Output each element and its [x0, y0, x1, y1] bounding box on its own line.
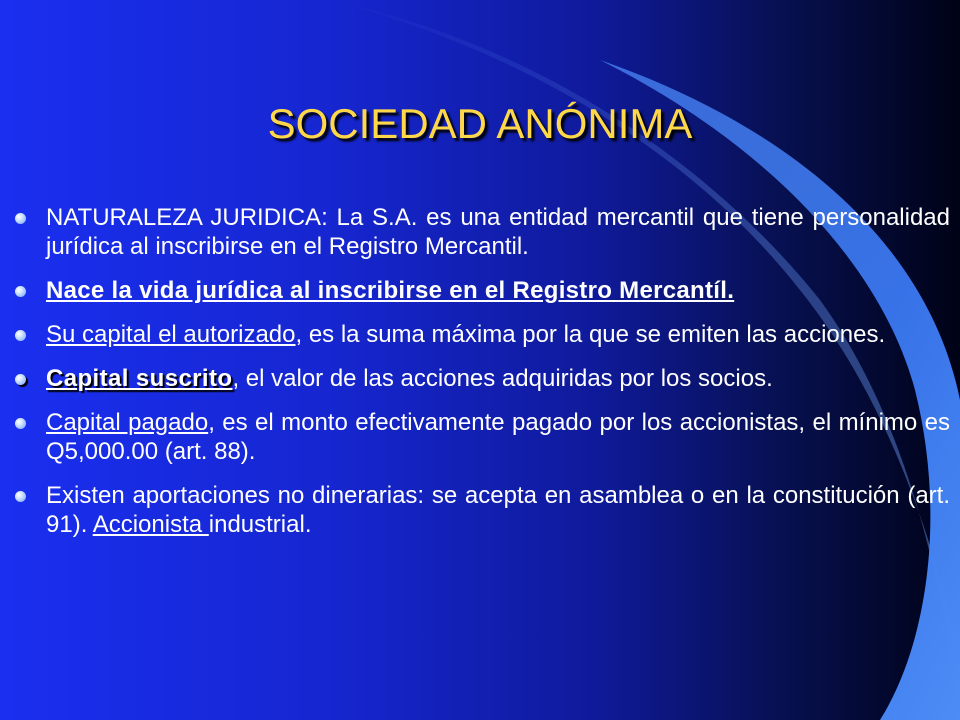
- bullet-text: , es la suma máxima por la que se emiten las acciones.: [295, 321, 886, 348]
- bullet-dot-icon: [15, 374, 26, 385]
- bullet-list: [46, 203, 950, 554]
- bullet-capital-pagado: [46, 408, 950, 466]
- bullet-term: Su capital el autorizado: [46, 321, 296, 348]
- bullet-dot-icon: [15, 330, 26, 341]
- bullet-capital-suscrito: [46, 364, 950, 393]
- bullet-dot-icon: [15, 491, 26, 502]
- bullet-dot-icon: [15, 418, 26, 429]
- bullet-text: NATURALEZA JURIDICA: La S.A. es una entidad mercantil que tiene personalidad jurídica al inscribirse en el Registro Mercantil.: [46, 204, 950, 260]
- bullet-aportaciones-no-dinerarias: [46, 481, 950, 539]
- bullet-text: , es el monto efectivamente pagado por los accionistas, el mínimo es Q5,000.00 (art. 88).: [46, 409, 950, 465]
- bullet-term: Capital suscrito: [46, 365, 233, 392]
- bullet-text: Existen aportaciones no dinerarias: se acepta en asamblea o en la constitución (art. 91).: [46, 482, 950, 538]
- bullet-dot-icon: [15, 286, 26, 297]
- bullet-text-tail: industrial.: [208, 511, 312, 538]
- bullet-dot-icon: [15, 213, 26, 224]
- bullet-text: Nace la vida jurídica al inscribirse en el Registro Mercantíl.: [46, 277, 735, 304]
- bullet-nace-vida-juridica: [46, 276, 950, 305]
- bullet-term-accionista: Accionista: [92, 511, 209, 538]
- slide-title: SOCIEDAD ANÓNIMA: [267, 100, 693, 147]
- bullet-text: , el valor de las acciones adquiridas por los socios.: [232, 365, 773, 392]
- bullet-capital-autorizado: [46, 320, 950, 349]
- bullet-naturaleza-juridica: [46, 203, 950, 261]
- bullet-term: Capital pagado: [46, 409, 209, 436]
